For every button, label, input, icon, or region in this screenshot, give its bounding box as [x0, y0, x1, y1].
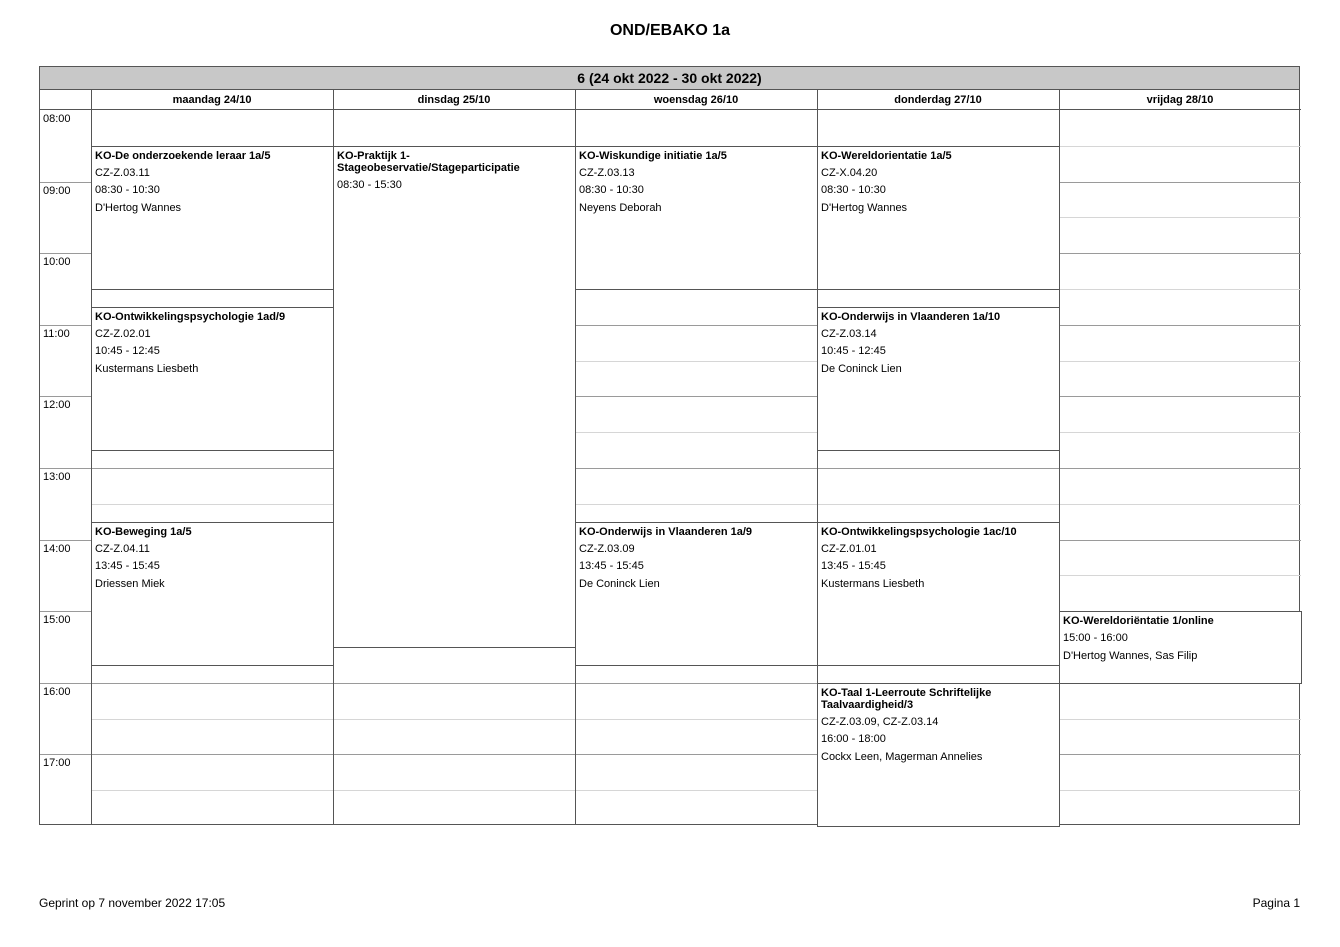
calendar-event[interactable]: [817, 146, 1060, 290]
event-room: CZ-Z.01.01: [821, 542, 877, 555]
hour-label: 11:00: [43, 327, 70, 340]
event-time: 08:30 - 10:30: [821, 184, 886, 197]
hour-line: [40, 468, 91, 469]
page-number: Pagina 1: [1252, 896, 1300, 910]
calendar-event[interactable]: [333, 146, 576, 648]
event-room: CZ-X.04.20: [821, 166, 878, 179]
page-title: OND/EBAKO 1a: [609, 22, 731, 39]
event-time: 10:45 - 12:45: [95, 345, 160, 358]
hour-line: [40, 182, 91, 183]
event-title: KO-Taal 1-Leerroute Schriftelijke Taalvaardigheid/3: [821, 686, 992, 711]
event-room: CZ-Z.03.11: [95, 166, 150, 179]
event-time: 13:45 - 15:45: [95, 560, 160, 573]
calendar-event[interactable]: [575, 146, 818, 290]
event-teacher: D'Hertog Wannes: [95, 201, 182, 214]
hour-label: 10:00: [43, 256, 71, 269]
event-room: CZ-Z.03.14: [821, 327, 877, 340]
day-header: donderdag 27/10: [817, 90, 1059, 110]
grid-line: [91, 754, 1301, 755]
event-time: 13:45 - 15:45: [579, 560, 644, 573]
event-title: KO-Ontwikkelingspsychologie 1ad/9: [95, 310, 286, 323]
event-time: 08:30 - 10:30: [95, 184, 160, 197]
event-teacher: De Coninck Lien: [579, 577, 660, 590]
calendar-event[interactable]: [817, 522, 1060, 666]
calendar-event[interactable]: [575, 522, 818, 666]
event-title: KO-Wiskundige initiatie 1a/5: [579, 149, 727, 162]
hour-line: [40, 396, 91, 397]
hour-label: 13:00: [43, 471, 71, 483]
hour-line: [40, 683, 91, 684]
event-title: KO-De onderzoekende leraar 1a/5: [95, 149, 271, 162]
hour-label: 14:00: [43, 542, 71, 555]
event-teacher: D'Hertog Wannes, Sas Filip: [1063, 649, 1198, 662]
event-time: 16:00 - 18:00: [821, 733, 886, 746]
calendar-event[interactable]: [91, 522, 334, 666]
hour-label: 17:00: [43, 757, 71, 770]
event-room: CZ-Z.03.09: [579, 542, 635, 555]
event-room: CZ-Z.04.11: [95, 542, 150, 555]
hour-label: 16:00: [43, 685, 71, 698]
calendar-event[interactable]: [91, 146, 334, 290]
event-room: CZ-Z.03.09, CZ-Z.03.14: [821, 715, 939, 728]
grid-line: [91, 504, 1301, 505]
hour-label: 08:00: [43, 113, 71, 125]
day-header: vrijdag 28/10: [1059, 90, 1301, 110]
event-time: 08:30 - 10:30: [579, 184, 644, 197]
time-column-header: [40, 90, 91, 110]
event-teacher: De Coninck Lien: [821, 362, 902, 375]
calendar-event[interactable]: [1059, 611, 1302, 684]
hour-label: 09:00: [43, 184, 71, 197]
event-time: 10:45 - 12:45: [821, 345, 886, 358]
grid-line: [91, 719, 1301, 720]
event-teacher: Kustermans Liesbeth: [821, 577, 925, 590]
event-teacher: D'Hertog Wannes: [821, 201, 908, 214]
event-title: KO-Onderwijs in Vlaanderen 1a/10: [821, 310, 1001, 323]
hour-line: [40, 325, 91, 326]
hour-line: [40, 253, 91, 254]
printed-timestamp: Geprint op 7 november 2022 17:05: [39, 896, 226, 910]
day-header: dinsdag 25/10: [333, 90, 575, 110]
event-title: KO-Praktijk 1-Stageobeservatie/Stageparticipatie: [337, 149, 520, 174]
event-time: 08:30 - 15:30: [337, 178, 402, 191]
event-title: KO-Ontwikkelingspsychologie 1ac/10: [821, 525, 1017, 538]
hour-line: [40, 611, 91, 612]
day-header: woensdag 26/10: [575, 90, 817, 110]
event-room: CZ-Z.03.13: [579, 166, 635, 179]
event-title: KO-Wereldorientatie 1a/5: [821, 149, 952, 162]
hour-label: 12:00: [43, 399, 71, 412]
calendar-event[interactable]: [91, 307, 334, 451]
event-teacher: Neyens Deborah: [579, 201, 662, 214]
event-title: KO-Wereldoriëntatie 1/online: [1063, 615, 1214, 628]
event-teacher: Cockx Leen, Magerman Annelies: [821, 750, 983, 763]
day-header: maandag 24/10: [91, 90, 333, 110]
timetable-grid: [39, 66, 1300, 825]
hour-line: [40, 754, 91, 755]
event-title: KO-Onderwijs in Vlaanderen 1a/9: [579, 525, 752, 538]
event-teacher: Kustermans Liesbeth: [95, 362, 199, 375]
event-time: 13:45 - 15:45: [821, 560, 886, 573]
calendar-event[interactable]: [817, 683, 1060, 827]
event-time: 15:00 - 16:00: [1063, 632, 1128, 645]
week-header: 6 (24 okt 2022 - 30 okt 2022): [40, 67, 1299, 90]
calendar-event[interactable]: [817, 307, 1060, 451]
event-teacher: Driessen Miek: [95, 577, 165, 590]
hour-label: 15:00: [43, 614, 71, 627]
event-room: CZ-Z.02.01: [95, 327, 151, 340]
hour-line: [40, 540, 91, 541]
event-title: KO-Beweging 1a/5: [95, 525, 192, 538]
grid-line: [91, 468, 1301, 469]
grid-line: [91, 790, 1301, 791]
